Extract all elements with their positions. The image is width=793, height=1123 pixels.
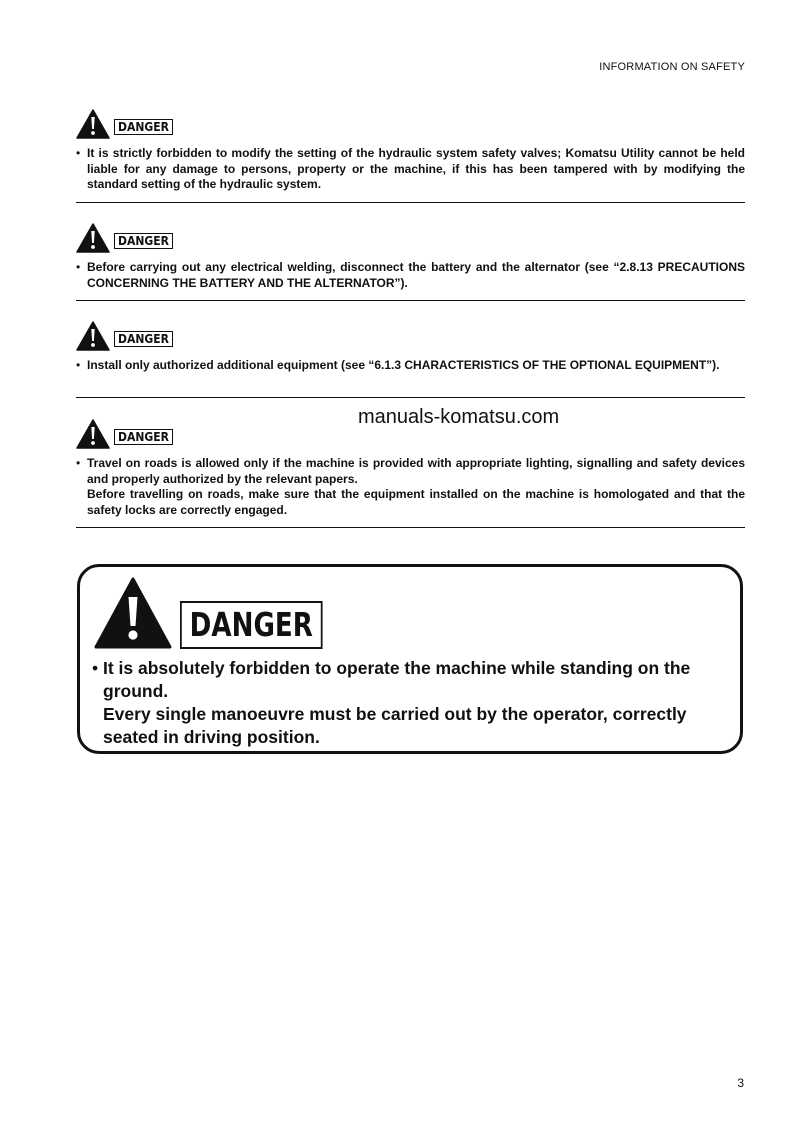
warning-body: It is strictly forbidden to modify the setting of the hydraulic system safety valves; Komatsu Utility cannot be held liable for any damage to persons, property or the machine, if this has been tampered with by modifying the standard setting of the hydraulic system.: [87, 146, 745, 191]
warning-triangle-icon: [76, 223, 110, 253]
bullet-icon: •: [76, 456, 81, 470]
bullet-icon: •: [76, 260, 81, 274]
warning-body: Before carrying out any electrical welding, disconnect the battery and the alternator (see “2.8.13 PRECAUTIONS CONCERNING THE BATTERY AND THE ALTERNATOR”).: [87, 260, 745, 290]
section-header: INFORMATION ON SAFETY: [599, 61, 745, 73]
warning-body: Travel on roads is allowed only if the machine is provided with appropriate lighting, signalling and safety devices and properly authorized by the relevant papers.: [87, 456, 745, 486]
warning-triangle-icon: [76, 419, 110, 449]
danger-label: DANGER: [114, 331, 173, 347]
danger-label: DANGER: [114, 119, 173, 135]
bullet-icon: •: [76, 358, 81, 372]
divider: [76, 527, 745, 528]
divider: [76, 397, 745, 398]
divider: [76, 202, 745, 203]
warning-text: [76, 358, 745, 374]
danger-heading: [76, 222, 745, 254]
watermark: manuals-komatsu.com: [358, 406, 560, 428]
warning-text: [76, 260, 745, 291]
warning-body: It is absolutely forbidden to operate the machine while standing on the ground.: [103, 658, 691, 701]
warning-body-continued: Before travelling on roads, make sure that the equipment installed on the machine is homologated and that the safety locks are correctly engaged.: [87, 487, 745, 517]
danger-block-4: [76, 418, 745, 518]
warning-text: [76, 456, 745, 518]
danger-label: DANGER: [114, 429, 173, 445]
warning-text: [76, 146, 745, 193]
danger-block-2: [76, 222, 745, 291]
major-danger-box: [77, 564, 743, 754]
bullet-icon: •: [76, 146, 81, 160]
bullet-icon: •: [92, 658, 99, 678]
danger-label: DANGER: [114, 233, 173, 249]
danger-heading: [76, 320, 745, 352]
danger-label: DANGER: [180, 601, 323, 649]
warning-body-continued: Every single manoeuvre must be carried out by the operator, correctly seated in driving position.: [103, 704, 687, 747]
warning-body: Install only authorized additional equipment (see “6.1.3 CHARACTERISTICS OF THE OPTIONAL EQUIPMENT”).: [87, 358, 720, 372]
danger-block-3: [76, 320, 745, 374]
danger-heading: [76, 418, 745, 450]
danger-heading: [76, 108, 745, 140]
warning-triangle-icon: [94, 577, 172, 649]
page-number: 3: [737, 1076, 744, 1090]
warning-triangle-icon: [76, 109, 110, 139]
warning-triangle-icon: [76, 321, 110, 351]
divider: [76, 300, 745, 301]
warning-text: [92, 657, 734, 749]
danger-block-1: [76, 108, 745, 193]
